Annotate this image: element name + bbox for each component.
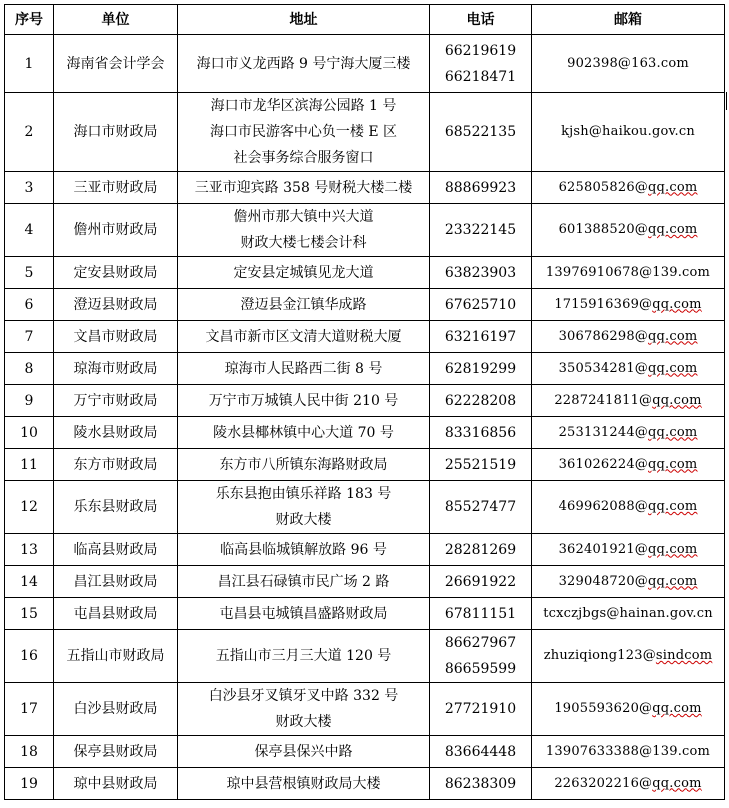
row-address <box>178 93 430 172</box>
row-email <box>532 172 725 204</box>
row-address <box>178 172 430 204</box>
row-phone <box>430 683 532 736</box>
row-unit: 定安县财政局 <box>54 257 178 289</box>
row-number: 19 <box>5 768 54 800</box>
row-address <box>178 321 430 353</box>
table-row <box>5 598 725 630</box>
row-phone <box>430 321 532 353</box>
phone-number: 63823903 <box>444 264 517 281</box>
row-email <box>532 566 725 598</box>
row-number: 7 <box>5 321 54 353</box>
row-email <box>532 289 725 321</box>
phone-number: 88869923 <box>444 179 517 196</box>
phone-number: 62819299 <box>444 360 517 377</box>
address-line: 琼中县营根镇财政局大楼 <box>226 775 381 792</box>
header-unit: 单位 <box>54 5 178 35</box>
table-row <box>5 683 725 736</box>
email-local-part: 361026224@ <box>558 456 649 472</box>
row-number: 12 <box>5 481 54 534</box>
row-unit: 文昌市财政局 <box>54 321 178 353</box>
row-number: 16 <box>5 630 54 683</box>
row-number: 2 <box>5 93 54 172</box>
row-number: 1 <box>5 35 54 93</box>
address-line: 海口市龙华区滨海公园路 1 号 <box>210 98 397 114</box>
email-local-part: 1715916369@ <box>554 296 653 312</box>
row-unit: 乐东县财政局 <box>54 481 178 534</box>
email-local-part: zhuziqiong123@ <box>543 648 656 663</box>
table-row <box>5 289 725 321</box>
header-email: 邮箱 <box>532 5 725 35</box>
email-local-part: 2287241811@ <box>554 392 653 408</box>
row-number: 6 <box>5 289 54 321</box>
row-phone <box>430 353 532 385</box>
row-address <box>178 768 430 800</box>
header-phone: 电话 <box>430 5 532 35</box>
row-unit: 昌江县财政局 <box>54 566 178 598</box>
address-line: 海口市义龙西路 9 号宁海大厦三楼 <box>196 55 411 72</box>
row-address <box>178 630 430 683</box>
email-domain: qq.com <box>648 222 698 237</box>
row-number: 10 <box>5 417 54 449</box>
table-row <box>5 566 725 598</box>
email-domain: sindcom <box>655 648 713 663</box>
table-row <box>5 172 725 204</box>
email-local-part: 329048720@ <box>558 573 649 589</box>
row-phone <box>430 566 532 598</box>
table-row <box>5 449 725 481</box>
address-line: 东方市八所镇东海路财政局 <box>219 456 388 473</box>
row-address <box>178 257 430 289</box>
email-domain: qq.com <box>652 296 702 312</box>
row-unit: 海口市财政局 <box>54 93 178 172</box>
row-phone <box>430 630 532 683</box>
table-row <box>5 204 725 257</box>
address-line: 白沙县牙叉镇牙叉中路 332 号 <box>208 688 399 704</box>
row-email: 13976910678@139.com <box>532 257 725 289</box>
row-email <box>532 321 725 353</box>
address-line: 儋州市那大镇中兴大道 <box>233 209 374 225</box>
row-email <box>532 449 725 481</box>
email-local-part: 253131244@ <box>558 424 649 440</box>
phone-number: 66218471 <box>444 68 517 85</box>
row-number: 4 <box>5 204 54 257</box>
row-email <box>532 768 725 800</box>
table-row <box>5 481 725 534</box>
row-phone <box>430 768 532 800</box>
row-phone <box>430 736 532 768</box>
table-row <box>5 630 725 683</box>
email-domain: qq.com <box>648 328 698 344</box>
row-phone <box>430 449 532 481</box>
row-phone <box>430 172 532 204</box>
row-address <box>178 417 430 449</box>
phone-number: 23322145 <box>444 222 517 238</box>
phone-number: 28281269 <box>444 541 517 558</box>
email-domain: qq.com <box>648 360 698 376</box>
header-address: 地址 <box>178 5 430 35</box>
address-line: 屯昌县屯城镇昌盛路财政局 <box>219 605 388 622</box>
row-email <box>532 683 725 736</box>
row-address <box>178 534 430 566</box>
email-domain: qq.com <box>648 499 698 514</box>
row-unit: 澄迈县财政局 <box>54 289 178 321</box>
row-phone <box>430 93 532 172</box>
row-email <box>532 204 725 257</box>
row-unit: 儋州市财政局 <box>54 204 178 257</box>
address-line: 陵水县椰林镇中心大道 70 号 <box>213 424 394 441</box>
email-local-part: 350534281@ <box>558 360 649 376</box>
row-phone <box>430 481 532 534</box>
row-email <box>532 630 725 683</box>
phone-number: 66219619 <box>444 42 517 59</box>
row-unit: 屯昌县财政局 <box>54 598 178 630</box>
row-email: kjsh@haikou.gov.cn <box>532 93 725 172</box>
phone-number: 67811151 <box>444 605 517 622</box>
table-row <box>5 353 725 385</box>
address-line: 财政大楼 <box>275 512 332 528</box>
row-address <box>178 449 430 481</box>
row-email: 13907633388@139.com <box>532 736 725 768</box>
row-email <box>532 417 725 449</box>
address-line: 保亭县保兴中路 <box>254 743 353 760</box>
email-local-part: 362401921@ <box>558 541 649 557</box>
row-address <box>178 683 430 736</box>
email-domain: qq.com <box>652 701 702 716</box>
row-number: 13 <box>5 534 54 566</box>
address-line: 三亚市迎宾路 358 号财税大楼二楼 <box>194 179 413 196</box>
row-unit: 海南省会计学会 <box>54 35 178 93</box>
row-address <box>178 566 430 598</box>
row-number: 14 <box>5 566 54 598</box>
email-domain: qq.com <box>652 775 702 791</box>
row-address <box>178 35 430 93</box>
phone-number: 25521519 <box>444 456 517 473</box>
row-address <box>178 385 430 417</box>
address-line: 定安县定城镇见龙大道 <box>233 264 374 281</box>
row-email: 902398@163.com <box>532 35 725 93</box>
table-body <box>5 35 725 800</box>
table-row <box>5 417 725 449</box>
row-unit: 陵水县财政局 <box>54 417 178 449</box>
row-number: 17 <box>5 683 54 736</box>
address-line: 万宁市万城镇人民中街 210 号 <box>208 392 399 409</box>
phone-number: 62228208 <box>444 392 517 409</box>
row-unit: 五指山市财政局 <box>54 630 178 683</box>
row-number: 5 <box>5 257 54 289</box>
row-address <box>178 481 430 534</box>
row-address <box>178 353 430 385</box>
address-line: 财政大楼七楼会计科 <box>240 235 367 251</box>
phone-number: 86238309 <box>444 775 517 792</box>
row-phone <box>430 257 532 289</box>
row-unit: 临高县财政局 <box>54 534 178 566</box>
phone-number: 86627967 <box>444 635 517 651</box>
contact-table <box>4 4 725 800</box>
row-email: tcxczjbgs@hainan.gov.cn <box>532 598 725 630</box>
email-domain: qq.com <box>648 456 698 472</box>
header-row <box>5 5 725 35</box>
email-local-part: 2263202216@ <box>554 775 653 791</box>
address-line: 昌江县石碌镇市民广场 2 路 <box>217 573 390 590</box>
table-row <box>5 385 725 417</box>
row-unit: 东方市财政局 <box>54 449 178 481</box>
row-unit: 白沙县财政局 <box>54 683 178 736</box>
email-domain: qq.com <box>648 573 698 589</box>
row-unit: 万宁市财政局 <box>54 385 178 417</box>
row-unit: 三亚市财政局 <box>54 172 178 204</box>
text-cursor <box>726 92 727 110</box>
address-line: 琼海市人民路西二街 8 号 <box>224 360 383 377</box>
phone-number: 26691922 <box>444 573 517 590</box>
address-line: 海口市民游客中心负一楼 E 区 <box>209 124 398 140</box>
row-number: 11 <box>5 449 54 481</box>
row-phone <box>430 289 532 321</box>
table-row <box>5 736 725 768</box>
address-line: 财政大楼 <box>275 714 332 730</box>
table-row <box>5 534 725 566</box>
row-number: 18 <box>5 736 54 768</box>
phone-number: 83316856 <box>444 424 517 441</box>
table-row <box>5 257 725 289</box>
row-phone <box>430 204 532 257</box>
row-phone <box>430 417 532 449</box>
row-address <box>178 598 430 630</box>
address-line: 社会事务综合服务窗口 <box>233 150 374 166</box>
row-unit: 琼中县财政局 <box>54 768 178 800</box>
row-unit: 保亭县财政局 <box>54 736 178 768</box>
phone-number: 85527477 <box>444 499 517 515</box>
row-address <box>178 289 430 321</box>
email-local-part: 625805826@ <box>558 179 649 195</box>
row-unit: 琼海市财政局 <box>54 353 178 385</box>
row-number: 15 <box>5 598 54 630</box>
row-phone <box>430 534 532 566</box>
email-local-part: 1905593620@ <box>554 701 653 716</box>
address-line: 乐东县抱由镇乐祥路 183 号 <box>215 486 392 502</box>
phone-number: 68522135 <box>444 124 517 140</box>
email-local-part: 469962088@ <box>558 499 649 514</box>
address-line: 文昌市新市区文清大道财税大厦 <box>205 328 402 345</box>
email-domain: qq.com <box>648 424 698 440</box>
email-local-part: 306786298@ <box>558 328 649 344</box>
table-row <box>5 35 725 93</box>
row-phone <box>430 598 532 630</box>
table-row <box>5 768 725 800</box>
contact-table-container <box>4 4 725 800</box>
phone-number: 27721910 <box>444 701 517 717</box>
phone-number: 67625710 <box>444 296 517 313</box>
row-email <box>532 481 725 534</box>
row-number: 8 <box>5 353 54 385</box>
row-number: 9 <box>5 385 54 417</box>
address-line: 五指山市三月三大道 120 号 <box>215 648 392 664</box>
phone-number: 63216197 <box>444 328 517 345</box>
address-line: 临高县临城镇解放路 96 号 <box>220 541 387 558</box>
table-row <box>5 93 725 172</box>
phone-number: 86659599 <box>444 661 517 677</box>
email-domain: qq.com <box>648 179 698 195</box>
email-domain: qq.com <box>652 392 702 408</box>
phone-number: 83664448 <box>444 743 517 760</box>
table-row <box>5 321 725 353</box>
row-address <box>178 204 430 257</box>
row-email <box>532 534 725 566</box>
row-phone <box>430 35 532 93</box>
email-local-part: 601388520@ <box>558 222 649 237</box>
row-email <box>532 353 725 385</box>
row-email <box>532 385 725 417</box>
row-number: 3 <box>5 172 54 204</box>
row-phone <box>430 385 532 417</box>
address-line: 澄迈县金江镇华成路 <box>240 296 367 313</box>
email-domain: qq.com <box>648 541 698 557</box>
header-no: 序号 <box>5 5 54 35</box>
row-address <box>178 736 430 768</box>
